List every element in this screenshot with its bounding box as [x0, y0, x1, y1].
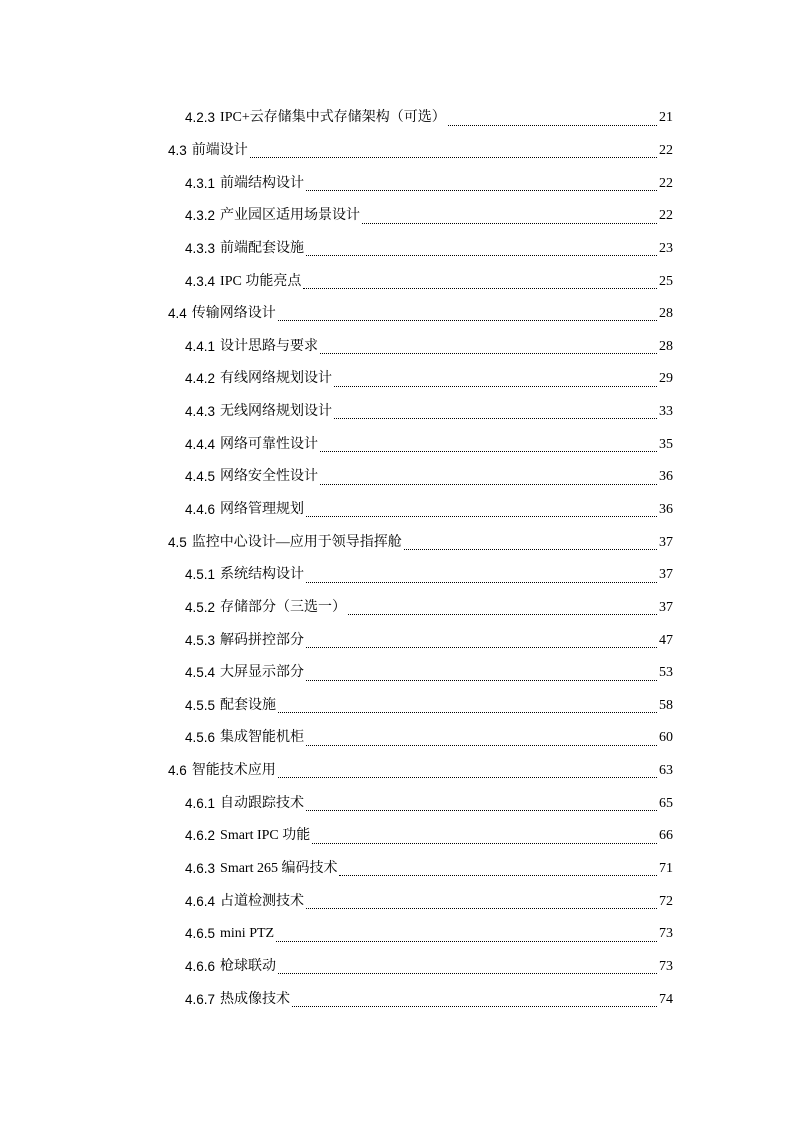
toc-entry-page: 33: [659, 404, 673, 420]
toc-entry-number: 4.3: [168, 142, 187, 158]
dot-leader: [306, 581, 657, 583]
dot-leader: [306, 189, 657, 191]
dot-leader: [306, 254, 657, 256]
toc-entry-4-4-1[interactable]: [0, 330, 673, 363]
toc-entry-4-6[interactable]: [0, 755, 673, 788]
toc-entry-page: 29: [659, 371, 673, 387]
toc-entry-4-5-1[interactable]: [0, 559, 673, 592]
toc-entry-4-5-6[interactable]: [0, 722, 673, 755]
toc-entry-4-6-6[interactable]: [0, 951, 673, 984]
dot-leader: [278, 776, 657, 778]
toc-entry-title: 枪球联动: [220, 958, 277, 974]
toc-entry-page: 22: [659, 208, 673, 224]
toc-entry-number: 4.4.4: [185, 436, 216, 452]
dot-leader: [404, 548, 657, 550]
toc-entry-number: 4.2.3: [185, 110, 216, 126]
dot-leader: [306, 515, 657, 517]
dot-leader: [320, 483, 657, 485]
toc-entry-title: Smart IPC 功能: [220, 828, 311, 844]
toc-entry-title: 无线网络规划设计: [220, 404, 333, 420]
toc-entry-number: 4.5.3: [185, 632, 216, 648]
dot-leader: [303, 287, 657, 289]
toc-entry-page: 36: [659, 469, 673, 485]
toc-entry-number: 4.6.1: [185, 795, 216, 811]
toc-entry-4-3-4[interactable]: [0, 265, 673, 298]
toc-entry-page: 58: [659, 697, 673, 713]
toc-entry-number: 4.4.5: [185, 469, 216, 485]
toc-entry-page: 71: [659, 861, 673, 877]
toc-entry-4-4-4[interactable]: [0, 428, 673, 461]
dot-leader: [306, 809, 657, 811]
dot-leader: [278, 711, 657, 713]
toc-entry-4-6-4[interactable]: [0, 885, 673, 918]
toc-entry-4-6-2[interactable]: [0, 820, 673, 853]
dot-leader: [448, 124, 657, 126]
dot-leader: [334, 385, 657, 387]
toc-entry-title: 前端配套设施: [220, 240, 305, 256]
toc-entry-4-4-2[interactable]: [0, 363, 673, 396]
toc-entry-number: 4.4.2: [185, 371, 216, 387]
toc-entry-4-5-2[interactable]: [0, 592, 673, 625]
toc-entry-title: 解码拼控部分: [220, 632, 305, 648]
toc-entry-title: 产业园区适用场景设计: [220, 208, 361, 224]
toc-entry-4-4[interactable]: [0, 298, 673, 331]
toc-entry-title: mini PTZ: [220, 926, 275, 942]
toc-entry-page: 28: [659, 338, 673, 354]
toc-entry-title: 前端结构设计: [220, 175, 305, 191]
table-of-contents: [0, 102, 793, 1016]
toc-entry-title: 传输网络设计: [191, 306, 276, 322]
dot-leader: [362, 222, 657, 224]
toc-entry-number: 4.6.2: [185, 828, 216, 844]
toc-entry-title: 系统结构设计: [220, 567, 305, 583]
dot-leader: [306, 907, 657, 909]
toc-entry-title: 大屏显示部分: [220, 665, 305, 681]
toc-entry-title: 网络管理规划: [220, 502, 305, 517]
toc-entry-title: 设计思路与要求: [220, 338, 319, 354]
toc-entry-number: 4.5.4: [185, 665, 216, 681]
toc-entry-number: 4.6.4: [185, 893, 216, 909]
toc-entry-number: 4.6.6: [185, 958, 216, 974]
toc-entry-number: 4.4: [168, 306, 187, 322]
dot-leader: [320, 352, 657, 354]
toc-entry-number: 4.5.5: [185, 697, 216, 713]
toc-entry-title: Smart 265 编码技术: [220, 861, 338, 877]
toc-entry-title: 占道检测技术: [220, 893, 305, 909]
toc-entry-number: 4.5.2: [185, 599, 216, 615]
toc-entry-title: 监控中心设计—应用于领导指挥舱: [191, 534, 402, 550]
toc-entry-number: 4.5.6: [185, 730, 216, 746]
dot-leader: [292, 1005, 657, 1007]
dot-leader: [278, 319, 657, 321]
dot-leader: [276, 940, 657, 942]
toc-entry-page: 53: [659, 665, 673, 681]
toc-entry-4-2-3[interactable]: [0, 102, 673, 135]
toc-entry-4-6-3[interactable]: [0, 853, 673, 886]
toc-entry-4-3[interactable]: [0, 135, 673, 168]
dot-leader: [306, 679, 657, 681]
toc-entry-title: 热成像技术: [220, 991, 291, 1007]
toc-entry-title: 自动跟踪技术: [220, 795, 305, 811]
toc-entry-number: 4.3.4: [185, 273, 216, 289]
toc-entry-4-6-5[interactable]: [0, 918, 673, 951]
toc-entry-page: 25: [659, 273, 673, 289]
toc-entry-title: 前端设计: [191, 142, 248, 158]
toc-entry-page: 28: [659, 306, 673, 322]
toc-entry-title: 智能技术应用: [191, 763, 276, 779]
toc-entry-page: 37: [659, 599, 673, 615]
toc-entry-page: 65: [659, 795, 673, 811]
toc-entry-title: IPC 功能亮点: [220, 273, 302, 289]
toc-entry-page: 35: [659, 436, 673, 452]
toc-entry-4-5[interactable]: [0, 526, 673, 559]
toc-entry-title: 有线网络规划设计: [220, 371, 333, 387]
dot-leader: [278, 972, 657, 974]
toc-entry-4-5-4[interactable]: [0, 657, 673, 690]
toc-entry-number: 4.3.2: [185, 208, 216, 224]
toc-entry-title: 网络可靠性设计: [220, 436, 319, 452]
toc-entry-number: 4.3.3: [185, 240, 216, 256]
toc-entry-number: 4.6.5: [185, 926, 216, 942]
toc-entry-number: 4.5.1: [185, 567, 216, 583]
toc-entry-page: 72: [659, 893, 673, 909]
dot-leader: [306, 646, 657, 648]
dot-leader: [320, 450, 657, 452]
toc-entry-number: 4.4.6: [185, 502, 216, 517]
dot-leader: [312, 842, 657, 844]
toc-entry-title: 配套设施: [220, 697, 277, 713]
toc-entry-number: 4.6: [168, 763, 187, 779]
toc-entry-title: 存储部分（三选一）: [220, 599, 347, 615]
dot-leader: [348, 613, 657, 615]
toc-entry-page: 73: [659, 926, 673, 942]
toc-entry-page: 63: [659, 763, 673, 779]
toc-entry-page: 23: [659, 240, 673, 256]
toc-entry-page: 37: [659, 567, 673, 583]
toc-entry-number: 4.6.3: [185, 861, 216, 877]
toc-entry-number: 4.6.7: [185, 991, 216, 1007]
toc-entry-4-3-3[interactable]: [0, 233, 673, 266]
toc-entry-page: 36: [659, 502, 673, 517]
dot-leader: [339, 874, 657, 876]
toc-entry-page: 60: [659, 730, 673, 746]
toc-entry-title: 网络安全性设计: [220, 469, 319, 485]
toc-entry-title: IPC+云存储集中式存储架构（可选）: [220, 110, 446, 126]
toc-entry-page: 47: [659, 632, 673, 648]
toc-entry-number: 4.4.3: [185, 404, 216, 420]
toc-entry-4-3-2[interactable]: [0, 200, 673, 233]
toc-entry-4-4-5[interactable]: [0, 461, 673, 494]
toc-entry-page: 66: [659, 828, 673, 844]
toc-entry-page: 74: [659, 991, 673, 1007]
toc-entry-number: 4.4.1: [185, 338, 216, 354]
toc-entry-number: 4.3.1: [185, 175, 216, 191]
toc-entry-page: 22: [659, 175, 673, 191]
dot-leader: [250, 156, 657, 158]
dot-leader: [306, 744, 657, 746]
toc-entry-4-5-3[interactable]: [0, 624, 673, 657]
toc-entry-4-6-1[interactable]: [0, 787, 673, 820]
toc-entry-4-4-3[interactable]: [0, 396, 673, 429]
toc-entry-title: 集成智能机柜: [220, 730, 305, 746]
toc-entry-4-3-1[interactable]: [0, 167, 673, 200]
toc-entry-4-5-5[interactable]: [0, 690, 673, 723]
toc-entry-4-4-6[interactable]: [0, 494, 673, 527]
toc-entry-page: 73: [659, 958, 673, 974]
toc-entry-page: 21: [659, 110, 673, 126]
toc-entry-4-6-7[interactable]: [0, 983, 673, 1016]
dot-leader: [334, 417, 657, 419]
toc-entry-number: 4.5: [168, 534, 187, 550]
toc-entry-page: 22: [659, 142, 673, 158]
toc-entry-page: 37: [659, 534, 673, 550]
